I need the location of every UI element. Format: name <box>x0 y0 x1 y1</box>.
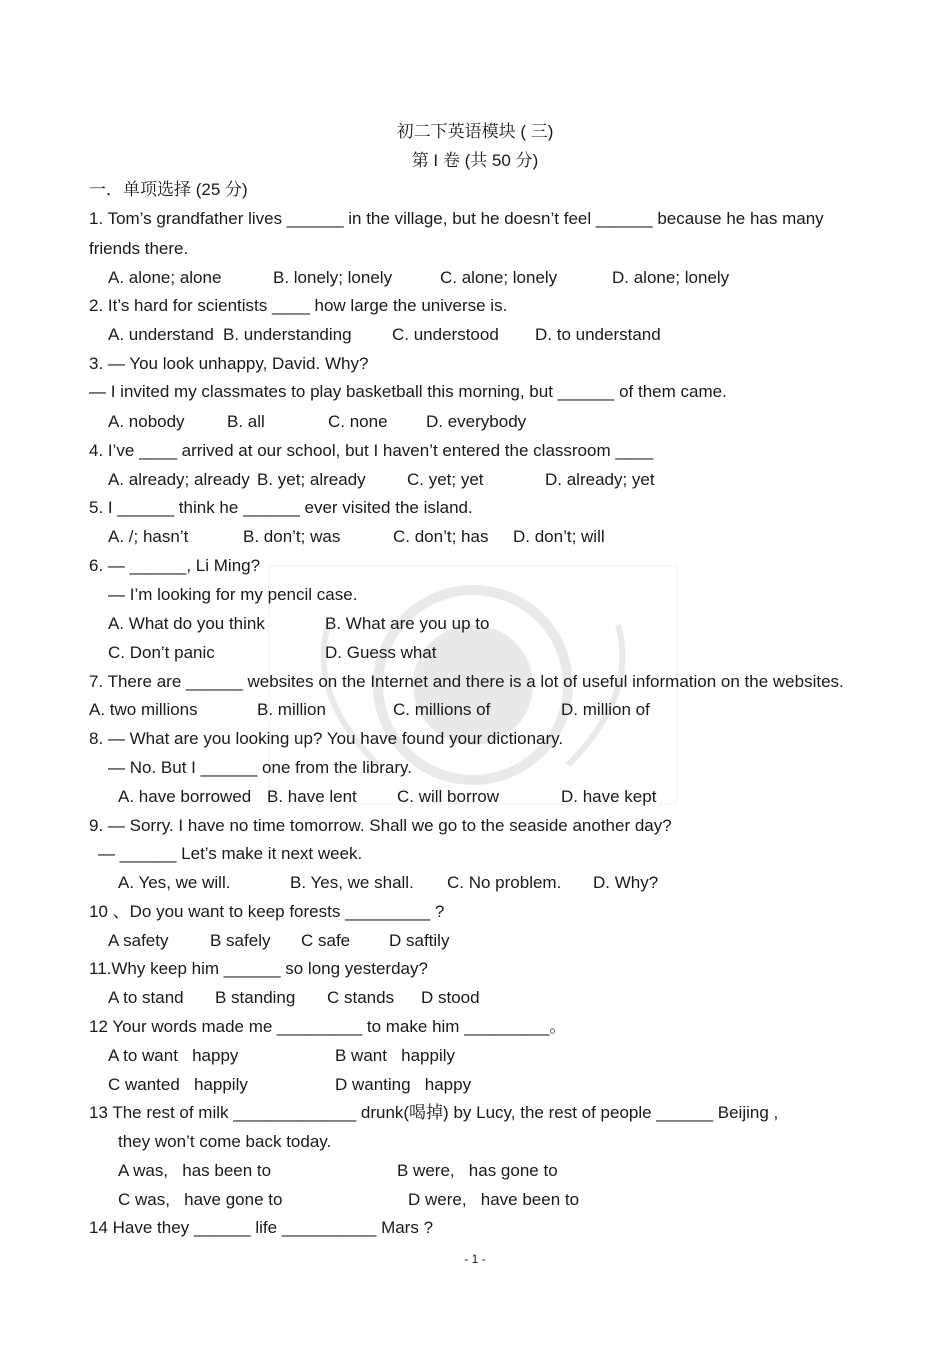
option: B. million <box>257 700 326 719</box>
question-stem: 8. — What are you looking up? You have found your dictionary. <box>89 729 564 748</box>
option-row <box>118 1189 890 1211</box>
option: A was, has been to <box>118 1161 272 1180</box>
option: C. Don’t panic <box>108 643 215 662</box>
question-stem: 14 Have they ______ life __________ Mars ? <box>89 1218 434 1237</box>
option-row <box>108 1074 890 1096</box>
page-number: - 1 - <box>464 1252 486 1266</box>
question-stem: — No. But I ______ one from the library. <box>108 758 412 777</box>
option: A to want happy <box>108 1046 239 1065</box>
option: C stands <box>327 988 395 1007</box>
option: D. Guess what <box>325 643 437 662</box>
option: A. two millions <box>89 700 198 719</box>
page-title: 初二下英语模块 ( 三) <box>396 122 554 141</box>
option: C. none <box>328 412 388 431</box>
option: C. No problem. <box>447 873 562 892</box>
option: B. lonely; lonely <box>273 268 393 287</box>
option: D saftily <box>389 931 450 950</box>
question-stem: 9. — Sorry. I have no time tomorrow. Shall we go to the seaside another day? <box>89 816 672 835</box>
option: A. already; already <box>108 470 250 489</box>
option-row <box>108 469 890 491</box>
option: D stood <box>421 988 480 1007</box>
option-row <box>118 872 890 894</box>
question-stem: friends there. <box>89 239 189 258</box>
option: B standing <box>215 988 296 1007</box>
question-stem: 7. There are ______ websites on the Internet and there is a lot of useful information on the websites. <box>89 672 844 691</box>
option: B. What are you up to <box>325 614 490 633</box>
option: D. have kept <box>561 787 657 806</box>
option: D. Why? <box>593 873 659 892</box>
option: C. don’t; has <box>393 527 489 546</box>
option: B. all <box>227 412 265 431</box>
option: D. everybody <box>426 412 527 431</box>
option: D wanting happy <box>335 1075 472 1094</box>
option: B. yet; already <box>257 470 366 489</box>
question-stem: 6. — ______, Li Ming? <box>89 556 261 575</box>
option-row <box>108 642 890 664</box>
option: D. don’t; will <box>513 527 605 546</box>
option-row <box>108 1045 890 1067</box>
question-stem: 5. I ______ think he ______ ever visited the island. <box>89 498 473 517</box>
question-stem: they won’t come back today. <box>118 1132 332 1151</box>
option: B. don’t; was <box>243 527 341 546</box>
option: D were, have been to <box>408 1190 580 1209</box>
question-stem: 13 The rest of milk _____________ drunk(喝掉) by Lucy, the rest of people ______ Beijing , <box>89 1103 779 1122</box>
option-row <box>118 786 890 808</box>
option: C. alone; lonely <box>440 268 558 287</box>
option: A. What do you think <box>108 614 265 633</box>
option: C. yet; yet <box>407 470 484 489</box>
option: C was, have gone to <box>118 1190 283 1209</box>
option: A. Yes, we will. <box>118 873 231 892</box>
question-stem: 4. I’ve ____ arrived at our school, but I haven’t entered the classroom ____ <box>89 441 654 460</box>
option: D. million of <box>561 700 650 719</box>
option: A. alone; alone <box>108 268 222 287</box>
option: C. will borrow <box>397 787 500 806</box>
question-stem: 2. It’s hard for scientists ____ how large the universe is. <box>89 296 508 315</box>
question-stem: 10 、Do you want to keep forests _________ ? <box>89 902 445 921</box>
option: C safe <box>301 931 351 950</box>
question-stem: 1. Tom’s grandfather lives ______ in the village, but he doesn’t feel ______ because he has many <box>89 209 824 228</box>
option: B want happily <box>335 1046 456 1065</box>
question-stem: — ______ Let’s make it next week. <box>98 844 363 863</box>
option: A. have borrowed <box>118 787 252 806</box>
option: B. Yes, we shall. <box>290 873 414 892</box>
option: D. already; yet <box>545 470 655 489</box>
option-row <box>108 930 890 952</box>
option-row <box>89 699 890 721</box>
option-row <box>108 324 890 346</box>
option: B. understanding <box>223 325 352 344</box>
option: C. understood <box>392 325 499 344</box>
option-row <box>108 987 890 1009</box>
option: A. nobody <box>108 412 185 431</box>
option: C. millions of <box>393 700 491 719</box>
option-row <box>108 267 890 289</box>
option: A safety <box>108 931 169 950</box>
option-row <box>108 526 890 548</box>
section-heading: 一．单项选择 (25 分) <box>89 180 248 199</box>
question-stem: 12 Your words made me _________ to make him _________。 <box>89 1017 567 1036</box>
option-row <box>118 1160 890 1182</box>
option: D. alone; lonely <box>612 268 730 287</box>
question-stem: 3. — You look unhappy, David. Why? <box>89 354 369 373</box>
page-subtitle: 第 I 卷 (共 50 分) <box>411 151 539 170</box>
option: C wanted happily <box>108 1075 248 1094</box>
question-stem: — I invited my classmates to play basketball this morning, but ______ of them came. <box>89 382 727 401</box>
option-row <box>108 613 890 635</box>
option-row <box>108 411 890 433</box>
option: B. have lent <box>267 787 357 806</box>
question-stem: — I’m looking for my pencil case. <box>108 585 358 604</box>
option: D. to understand <box>535 325 661 344</box>
option: B safely <box>210 931 271 950</box>
option: B were, has gone to <box>397 1161 558 1180</box>
option: A. understand <box>108 325 214 344</box>
question-stem: 11.Why keep him ______ so long yesterday? <box>89 959 428 978</box>
option: A to stand <box>108 988 184 1007</box>
option: A. /; hasn’t <box>108 527 189 546</box>
